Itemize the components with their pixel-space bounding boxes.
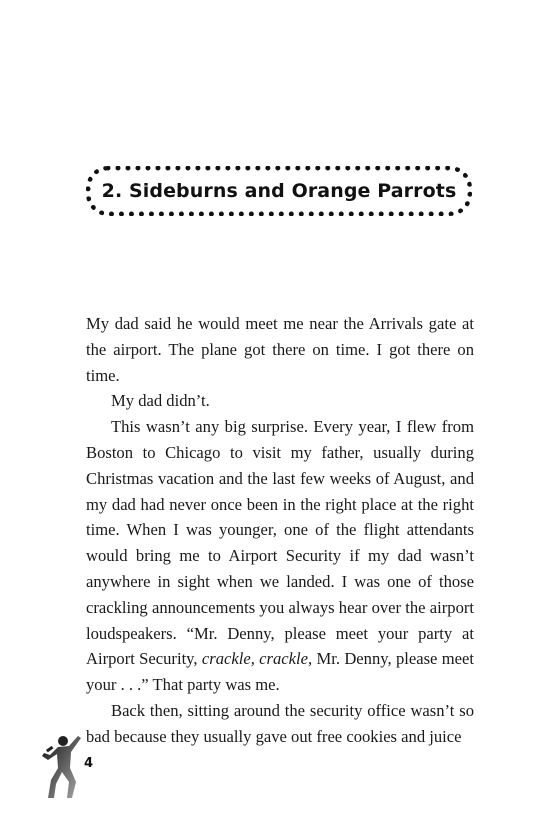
paragraph-2: My dad didn’t.	[111, 391, 210, 411]
paragraph-3	[86, 414, 474, 698]
paragraph-3-text: This wasn’t any big surprise. Every year, I flew from Boston to Chicago to visit my father, usually during Christmas vacation and the last few weeks of August, and my dad had never once been in the right place at the right time. When I was younger, one of the flight attendants would bring me to Airport Security if my dad wasn’t anywhere in sight when we landed. I was one of those crackling announcements you always hear over the airport loudspeakers. “Mr. Denny, please meet your party at Airport Security,	[86, 417, 474, 669]
dancing-man-silhouette-icon	[38, 734, 84, 800]
page-number: 4	[84, 756, 94, 771]
chapter-heading-box	[86, 166, 472, 216]
paragraph-4: Back then, sitting around the security office wasn’t so bad because they usually gave out free cookies and juice	[86, 700, 474, 746]
chapter-title: 2. Sideburns and Orange Parrots	[101, 180, 457, 202]
paragraph-1: My dad said he would meet me near the Arrivals gate at the airport. The plane got there on time. I got there on time.	[86, 314, 474, 385]
chapter-body	[86, 311, 474, 750]
paragraph-3-end: Mr. Denny, please meet your . . .” That party was me.	[86, 649, 474, 695]
italic-crackle: crackle, crackle,	[201, 649, 313, 669]
